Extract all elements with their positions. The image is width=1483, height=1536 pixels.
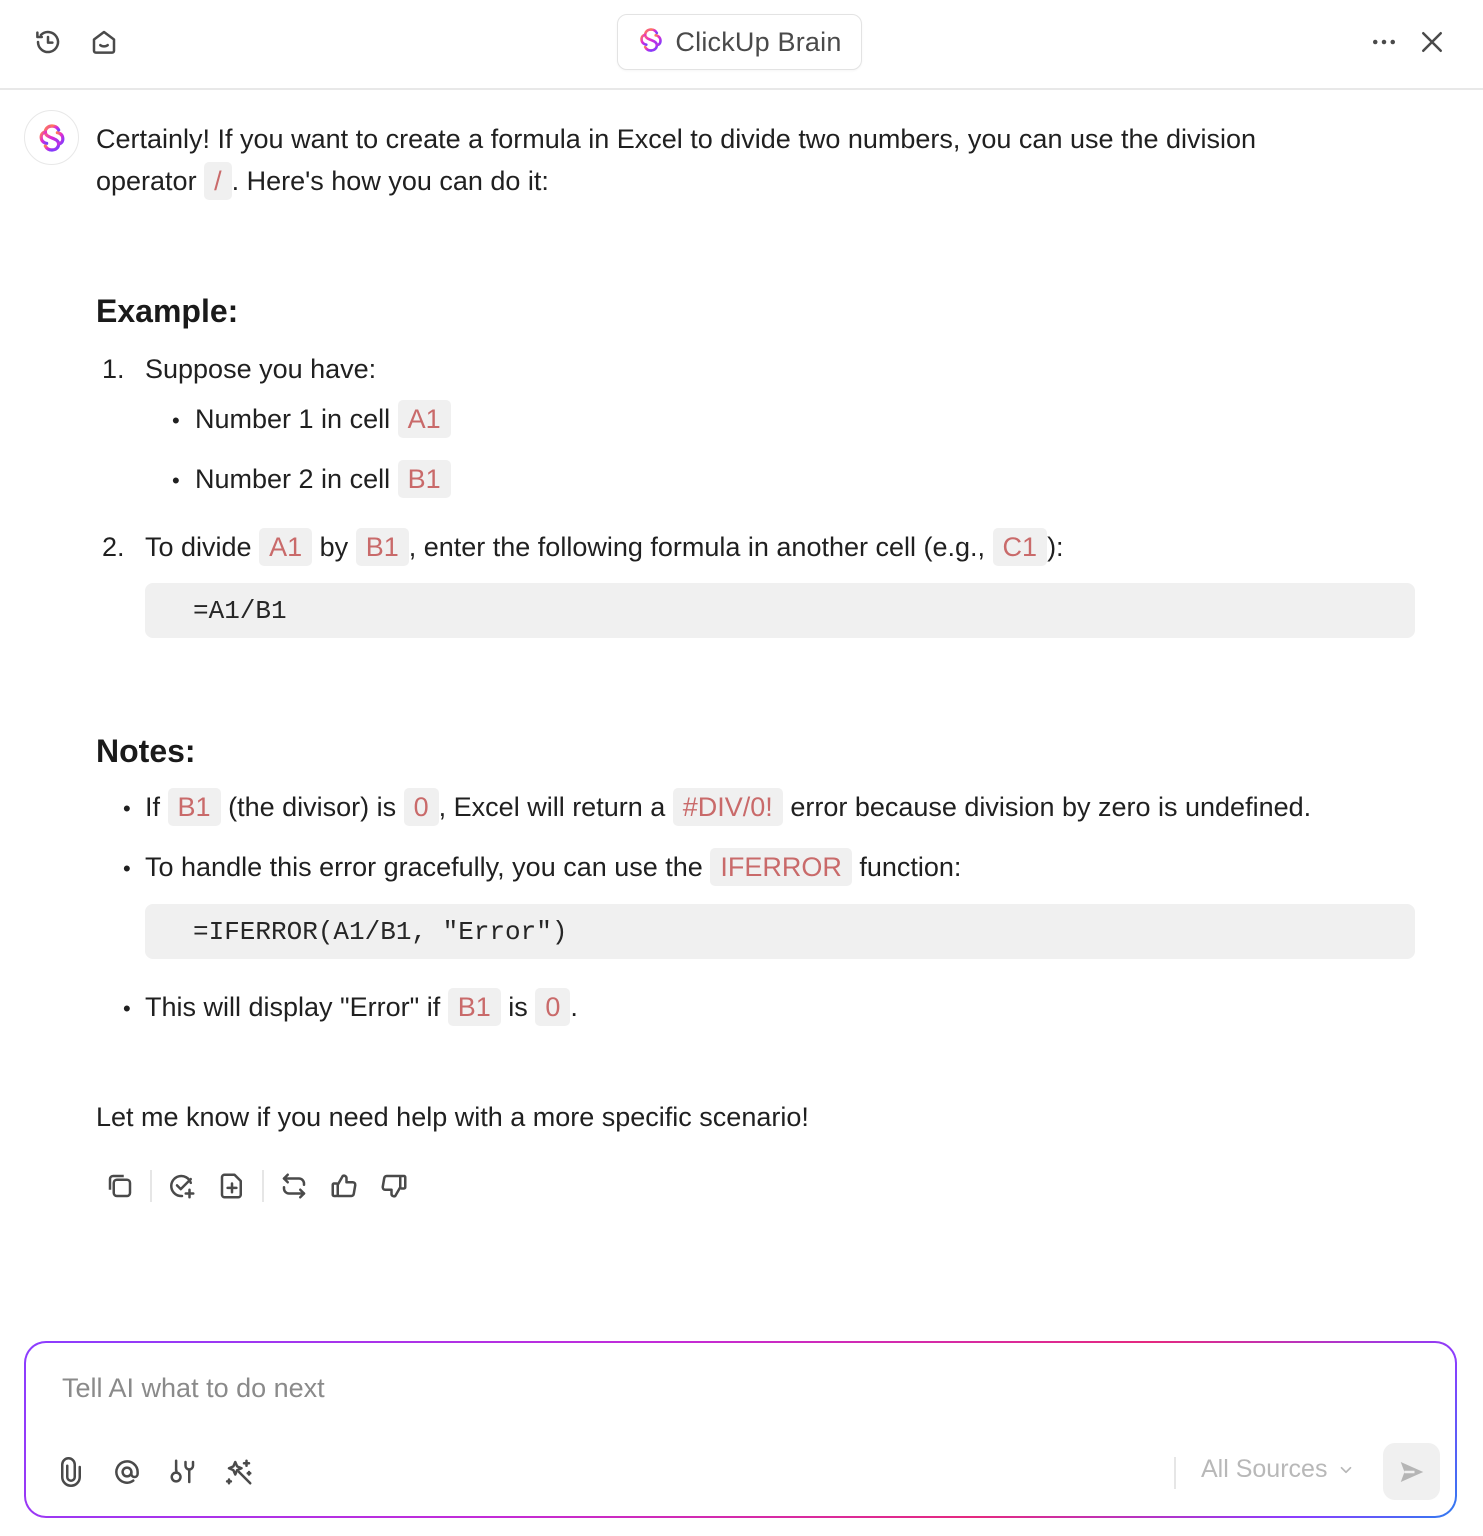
list-number: 1. bbox=[102, 354, 125, 384]
history-icon[interactable] bbox=[30, 24, 66, 60]
intro-line-2: operator / . Here's how you can do it: bbox=[96, 160, 1416, 202]
inbox-icon[interactable] bbox=[86, 24, 122, 60]
create-doc-icon[interactable] bbox=[212, 1166, 252, 1206]
notes-heading: Notes: bbox=[96, 733, 196, 769]
bullet: • bbox=[123, 856, 131, 881]
send-button[interactable] bbox=[1383, 1443, 1440, 1500]
close-icon[interactable] bbox=[1414, 24, 1450, 60]
thumbs-down-icon[interactable] bbox=[374, 1166, 414, 1206]
inline-code: C1 bbox=[993, 528, 1048, 566]
send-icon bbox=[1397, 1457, 1427, 1487]
inline-code: IFERROR bbox=[710, 848, 852, 886]
inline-code: 0 bbox=[535, 988, 570, 1026]
inline-code: B1 bbox=[398, 460, 451, 498]
title-pill[interactable] bbox=[617, 14, 862, 70]
inline-code: B1 bbox=[448, 988, 501, 1026]
sources-label: All Sources bbox=[1201, 1455, 1328, 1483]
regenerate-icon[interactable] bbox=[274, 1166, 314, 1206]
mention-icon[interactable] bbox=[108, 1453, 146, 1491]
message-intro bbox=[96, 118, 1416, 202]
code-block[interactable]: =IFERROR(A1/B1, "Error") bbox=[145, 904, 1415, 959]
closing-text: Let me know if you need help with a more specific scenario! bbox=[96, 1102, 809, 1132]
ai-avatar bbox=[24, 110, 79, 165]
divider bbox=[1174, 1457, 1176, 1489]
note-item: This will display "Error" if B1 is 0 . bbox=[145, 992, 578, 1023]
step2-text: To divide A1 by B1 , enter the following formula in another cell (e.g., C1 ): bbox=[145, 532, 1064, 563]
note-item: If B1 (the divisor) is 0 , Excel will return a #DIV/0! error because division by zero is undefined. bbox=[145, 792, 1311, 823]
list-item: Number 1 in cell A1 bbox=[195, 404, 451, 435]
example-heading: Example: bbox=[96, 293, 239, 329]
list-item: Number 2 in cell B1 bbox=[195, 464, 451, 495]
app-title: ClickUp Brain bbox=[675, 26, 842, 57]
inline-code: #DIV/0! bbox=[673, 788, 783, 826]
bullet: • bbox=[123, 796, 131, 821]
divider bbox=[150, 1170, 152, 1202]
list-number: 2. bbox=[102, 532, 125, 562]
prompt-input[interactable] bbox=[62, 1373, 1362, 1404]
brain-logo-icon bbox=[637, 26, 665, 59]
magic-wand-icon[interactable] bbox=[220, 1453, 258, 1491]
copy-icon[interactable] bbox=[100, 1166, 140, 1206]
more-icon[interactable] bbox=[1366, 24, 1402, 60]
inline-code: A1 bbox=[259, 528, 312, 566]
message-actions bbox=[100, 1166, 414, 1206]
inline-code: A1 bbox=[398, 400, 451, 438]
bullet: • bbox=[172, 468, 180, 493]
thumbs-up-icon[interactable] bbox=[324, 1166, 364, 1206]
divider bbox=[262, 1170, 264, 1202]
create-task-icon[interactable] bbox=[162, 1166, 202, 1206]
composer-tools bbox=[52, 1453, 258, 1491]
inline-code: B1 bbox=[356, 528, 409, 566]
chevron-down-icon bbox=[1337, 1461, 1355, 1479]
inline-code: B1 bbox=[168, 788, 221, 826]
attach-icon[interactable] bbox=[52, 1453, 90, 1491]
inline-code: / bbox=[204, 162, 232, 200]
composer bbox=[24, 1341, 1457, 1518]
step1-text: Suppose you have: bbox=[145, 354, 377, 384]
sources-dropdown[interactable] bbox=[1201, 1455, 1355, 1484]
bullet: • bbox=[123, 996, 131, 1021]
intro-line-1: Certainly! If you want to create a formula in Excel to divide two numbers, you can use the division bbox=[96, 124, 1257, 154]
brain-logo-icon bbox=[36, 122, 68, 154]
bullet: • bbox=[172, 408, 180, 433]
tools-icon[interactable] bbox=[164, 1453, 202, 1491]
inline-code: 0 bbox=[404, 788, 439, 826]
code-block[interactable]: =A1/B1 bbox=[145, 583, 1415, 638]
header bbox=[0, 0, 1483, 90]
note-item: To handle this error gracefully, you can use the IFERROR function: bbox=[145, 852, 961, 883]
